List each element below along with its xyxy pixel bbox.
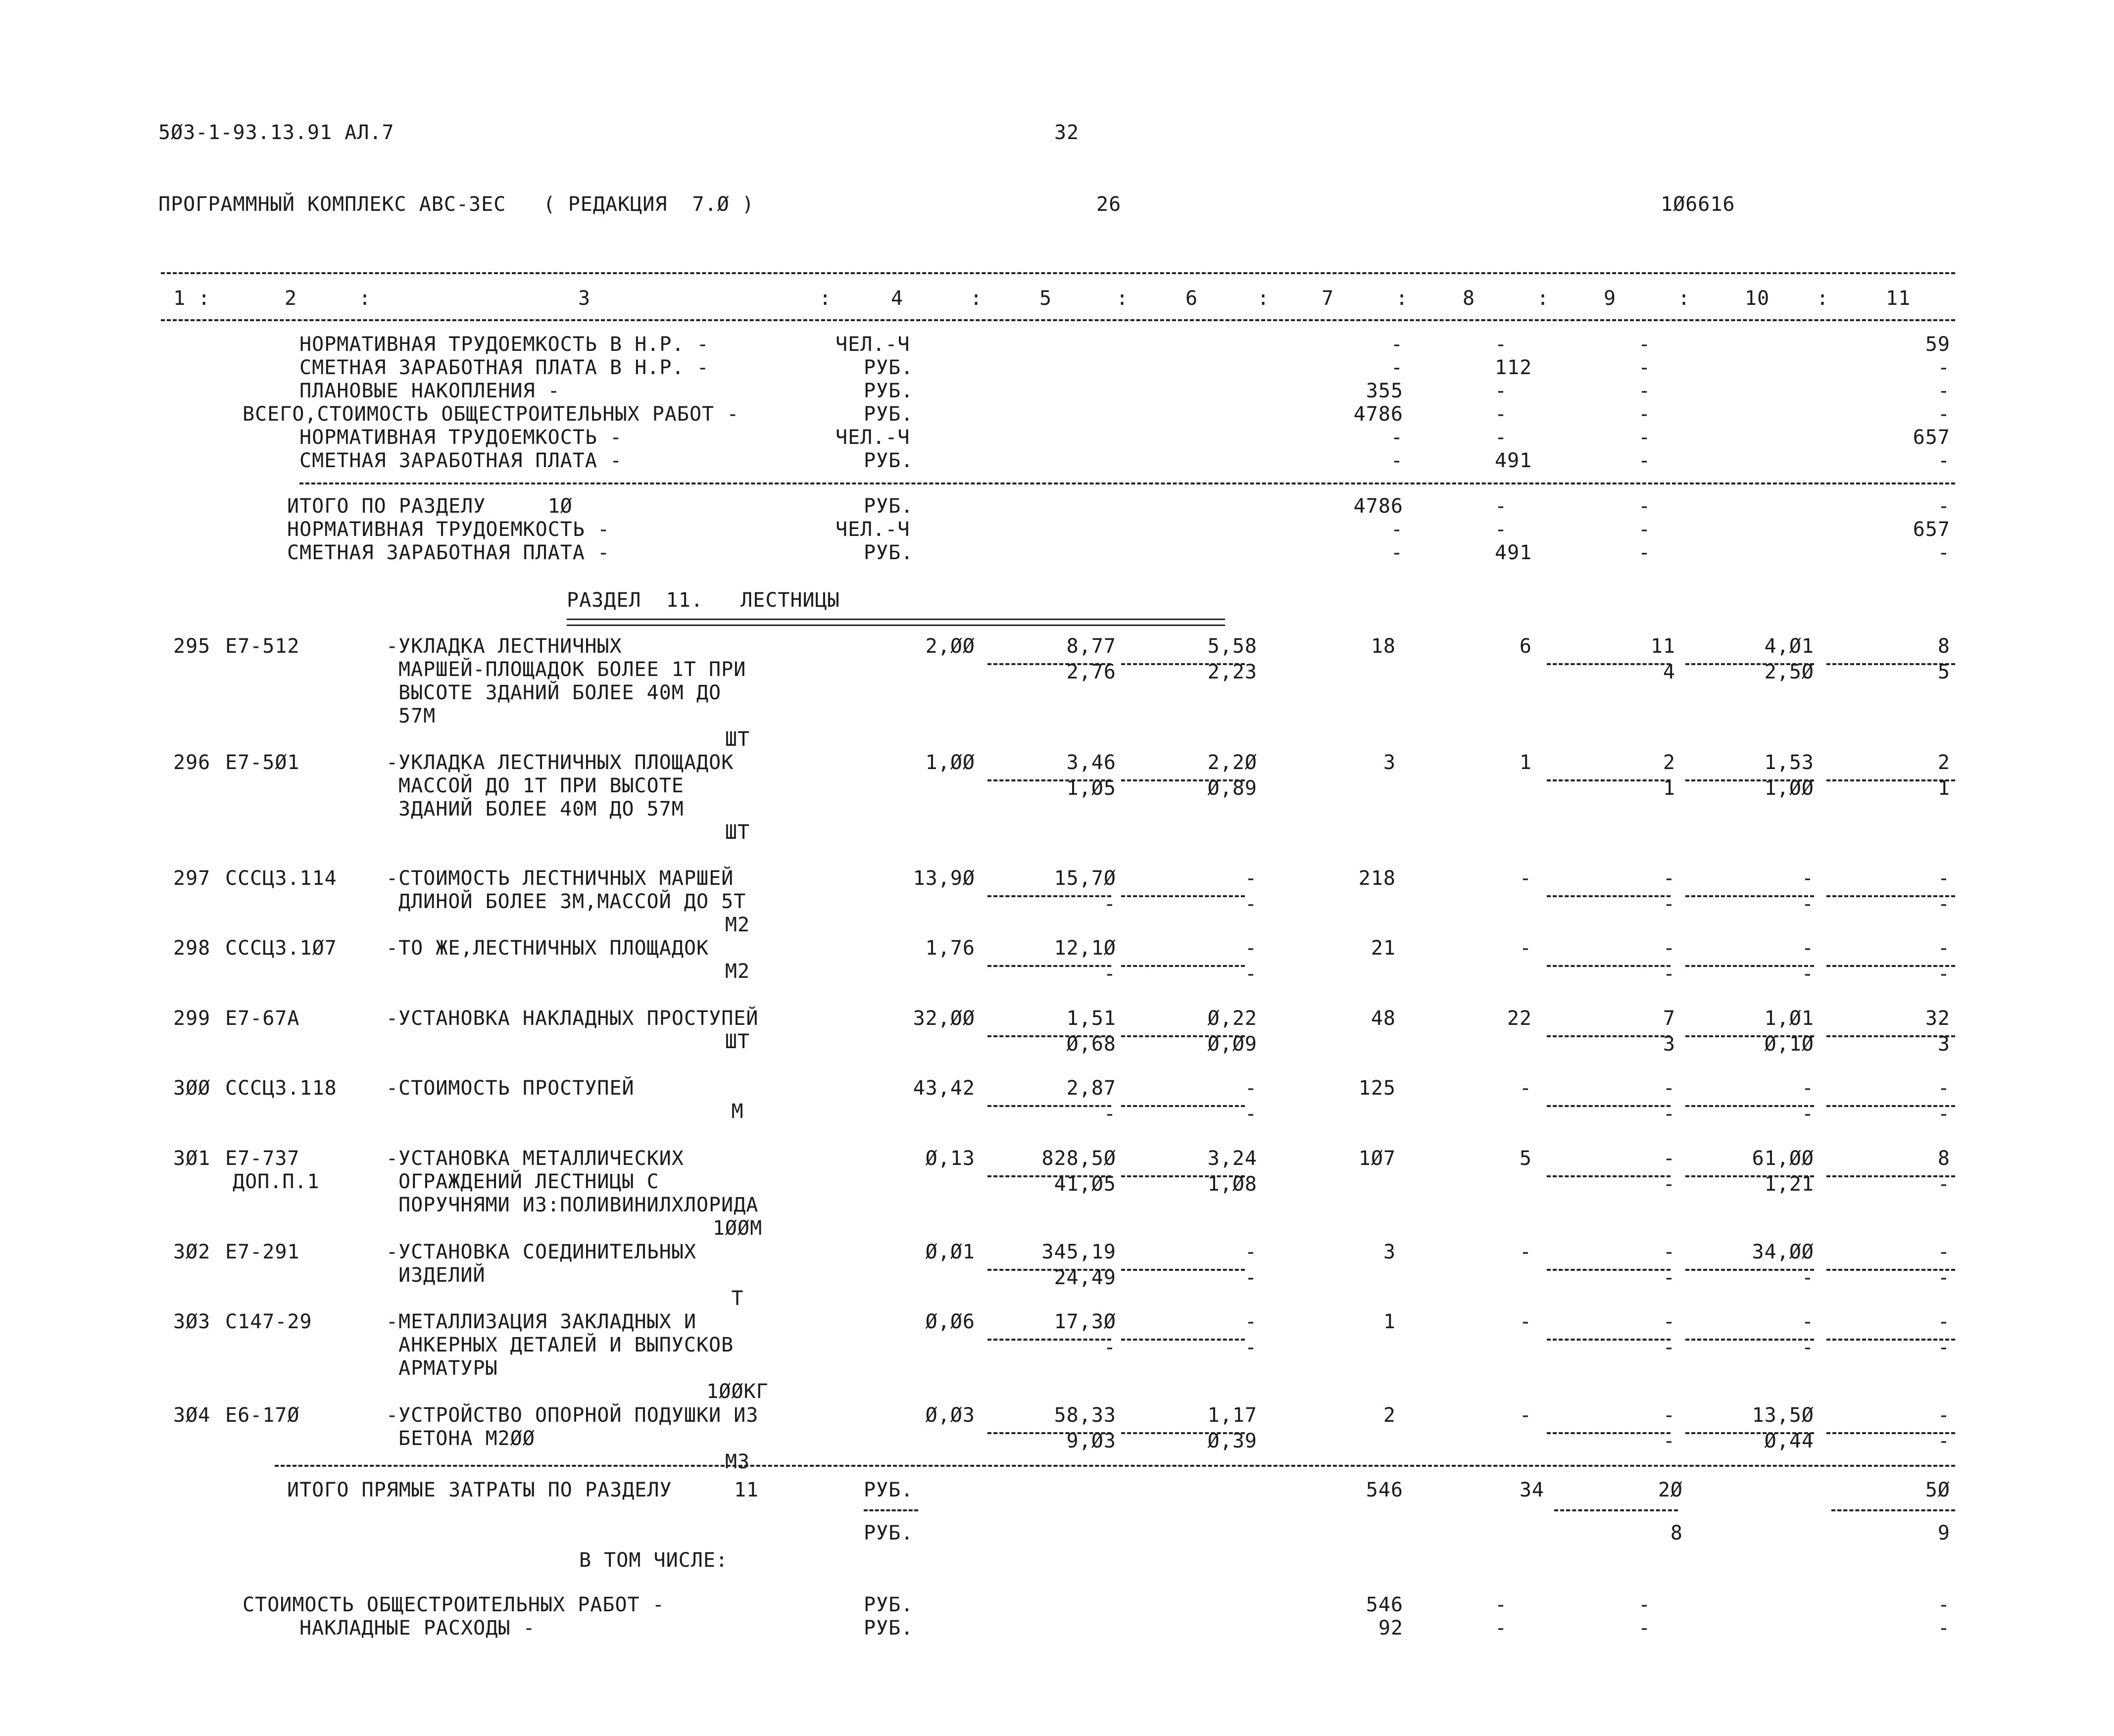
footer-line-c8: - [1495, 1617, 1508, 1640]
row-labor-unit-sub: 1,21 [1764, 1173, 1814, 1196]
total-c8: - [1495, 518, 1508, 541]
footer-total-c9b: 8 [1670, 1522, 1683, 1544]
row-machine-cost-sub: - [1663, 1266, 1675, 1289]
row-description: -МЕТАЛЛИЗАЦИЯ ЗАКЛАДНЫХ И [386, 1310, 697, 1333]
row-number: 295 [173, 635, 211, 658]
row-description: ДЛИНОЙ БОЛЕЕ 3М,МАССОЙ ДО 5Т [398, 890, 746, 913]
summary-label: СМЕТНАЯ ЗАРАБОТНАЯ ПЛАТА - [299, 449, 623, 472]
row-labor-total: - [1937, 937, 1950, 960]
row-labor-unit-sub: - [1801, 1336, 1814, 1359]
total-c8: 491 [1495, 541, 1532, 564]
row-description: МАССОЙ ДО 1Т ПРИ ВЫСОТЕ [398, 774, 684, 797]
row-description: -УСТАНОВКА СОЕДИНИТЕЛЬНЫХ [386, 1241, 697, 1263]
row-labor-total-sub: 5 [1937, 661, 1950, 683]
total-c9: - [1638, 495, 1651, 518]
col-10-label: 10 [1745, 287, 1770, 310]
summary-c7: - [1390, 333, 1403, 356]
summary-c7: - [1390, 449, 1403, 472]
footer-total-c9a: 2Ø [1658, 1479, 1683, 1501]
row-unit-wage: 2,2Ø [1207, 751, 1257, 774]
row-unit-price-sub: - [1103, 963, 1116, 985]
footer-line-c11: - [1937, 1617, 1950, 1640]
footer-line-c9: - [1638, 1593, 1651, 1616]
row-unit: М [731, 1100, 744, 1123]
summary-unit: РУБ. [864, 380, 914, 402]
row-unit-wage-sub: - [1244, 1103, 1257, 1125]
total-c11: - [1937, 495, 1950, 518]
row-unit-price-sub: 24,49 [1054, 1266, 1116, 1289]
row-number: 297 [173, 867, 211, 890]
total-c7: 4786 [1353, 495, 1403, 518]
summary-unit: РУБ. [864, 403, 914, 426]
row-unit-wage: 1,17 [1207, 1404, 1257, 1427]
col-sep: : [1678, 287, 1691, 310]
row-total-wage: 1 [1519, 751, 1532, 774]
row-total-wage: 22 [1507, 1007, 1532, 1030]
row-unit-price-sub: 9,Ø3 [1066, 1430, 1116, 1452]
row-labor-total: 32 [1925, 1007, 1950, 1030]
row-description: -ТО ЖЕ,ЛЕСТНИЧНЫХ ПЛОЩАДОК [386, 937, 709, 960]
row-machine-cost-sub: 1 [1663, 777, 1675, 800]
row-quantity: 43,42 [913, 1077, 975, 1100]
row-description: МАРШЕЙ-ПЛОЩАДОК БОЛЕЕ 1Т ПРИ [398, 658, 746, 681]
row-number: 3Ø3 [173, 1310, 211, 1333]
row-labor-total: 8 [1937, 635, 1950, 658]
row-unit-price-sub: - [1103, 1336, 1116, 1359]
row-quantity: 2,ØØ [925, 635, 975, 658]
row-unit-price: 2,87 [1066, 1077, 1116, 1100]
row-labor-unit: 61,ØØ [1752, 1147, 1814, 1170]
row-unit: 1ØØКГ [706, 1380, 769, 1403]
row-machine-cost-sub: - [1663, 893, 1675, 916]
col-sep: : [1257, 287, 1270, 310]
total-label: ИТОГО ПО РАЗДЕЛУ 1Ø [287, 495, 573, 518]
total-unit: РУБ. [864, 541, 914, 564]
summary-c11: 59 [1925, 333, 1950, 356]
row-total-cost: 3 [1383, 1241, 1396, 1263]
row-code: Е7-291 [225, 1241, 300, 1263]
row-description: ИЗДЕЛИЙ [398, 1264, 486, 1287]
row-unit-wage: - [1244, 1310, 1257, 1333]
row-description: АРМАТУРЫ [398, 1357, 498, 1380]
row-total-cost: 3 [1383, 751, 1396, 774]
row-unit-wage: 5,58 [1207, 635, 1257, 658]
row-unit-wage: - [1244, 1077, 1257, 1100]
row-unit-price-sub: 1,Ø5 [1066, 777, 1116, 800]
row-total-wage: - [1519, 867, 1532, 890]
footer-total-unit2: РУБ. [864, 1522, 914, 1544]
sheet-number: 26 [1096, 193, 1122, 216]
total-c9: - [1638, 541, 1651, 564]
summary-c7: - [1390, 356, 1403, 379]
footer-line-c9: - [1638, 1617, 1651, 1640]
row-description: -СТОИМОСТЬ ПРОСТУПЕЙ [386, 1077, 635, 1100]
summary-label: ВСЕГО,СТОИМОСТЬ ОБЩЕСТРОИТЕЛЬНЫХ РАБОТ - [243, 403, 739, 426]
row-description: ОГРАЖДЕНИЙ ЛЕСТНИЦЫ С [398, 1170, 659, 1193]
row-description: -СТОИМОСТЬ ЛЕСТНИЧНЫХ МАРШЕЙ [386, 867, 734, 890]
row-labor-total: - [1937, 867, 1950, 890]
row-labor-unit-sub: - [1801, 1266, 1814, 1289]
footer-line-unit: РУБ. [864, 1617, 914, 1640]
col-7-label: 7 [1322, 287, 1334, 310]
row-quantity: Ø,Ø3 [925, 1404, 975, 1427]
row-labor-unit-sub: - [1801, 893, 1814, 916]
footer-total-unit: РУБ. [864, 1479, 914, 1501]
row-description: ПОРУЧНЯМИ ИЗ:ПОЛИВИНИЛХЛОРИДА [398, 1194, 759, 1216]
row-machine-cost: 11 [1650, 635, 1675, 658]
row-unit: М2 [725, 960, 750, 983]
total-unit: ЧЕЛ.-Ч [836, 518, 910, 541]
row-number: 3Ø2 [173, 1241, 211, 1263]
col-sep: : [1817, 287, 1829, 310]
row-labor-total: - [1937, 1241, 1950, 1263]
row-quantity: 32,ØØ [913, 1007, 975, 1030]
row-total-wage: - [1519, 1404, 1532, 1427]
row-machine-cost: - [1663, 1077, 1675, 1100]
total-c9: - [1638, 518, 1651, 541]
summary-c8: 112 [1495, 356, 1532, 379]
row-total-wage: - [1519, 1077, 1532, 1100]
row-unit-price: 828,5Ø [1041, 1147, 1116, 1170]
summary-label: НОРМАТИВНАЯ ТРУДОЕМКОСТЬ - [299, 426, 623, 449]
row-machine-cost-sub: 4 [1663, 661, 1675, 683]
row-quantity: Ø,13 [925, 1147, 975, 1170]
row-labor-unit-sub: Ø,1Ø [1764, 1033, 1814, 1056]
col-2-label: 2 [285, 287, 297, 310]
total-c8: - [1495, 495, 1508, 518]
row-machine-cost-sub: - [1663, 1430, 1675, 1452]
program-title: ПРОГРАММНЫЙ КОМПЛЕКС АВС-3ЕС ( РЕДАКЦИЯ 7.Ø ) [158, 193, 754, 216]
row-code: СССЦ3.114 [225, 867, 337, 890]
summary-c11: - [1937, 403, 1950, 426]
row-labor-unit-sub: 2,5Ø [1764, 661, 1814, 683]
footer-line-label: НАКЛАДНЫЕ РАСХОДЫ - [299, 1617, 536, 1640]
summary-c8: - [1495, 333, 1508, 356]
row-unit: ШТ [725, 728, 750, 751]
row-labor-unit: 13,5Ø [1752, 1404, 1814, 1427]
col-sep: : [819, 287, 832, 310]
row-unit: М2 [725, 914, 750, 936]
total-label: НОРМАТИВНАЯ ТРУДОЕМКОСТЬ - [287, 518, 610, 541]
summary-rule [299, 482, 1955, 484]
row-unit-wage-sub: - [1244, 893, 1257, 916]
row-unit-wage: - [1244, 867, 1257, 890]
col-sep: : [970, 287, 983, 310]
row-quantity: Ø,Ø1 [925, 1241, 975, 1263]
row-total-wage: 5 [1519, 1147, 1532, 1170]
summary-c8: - [1495, 426, 1508, 449]
summary-label: НОРМАТИВНАЯ ТРУДОЕМКОСТЬ В Н.Р. - [299, 333, 709, 356]
col-sep: : [1396, 287, 1409, 310]
col-1-label: 1 : [173, 287, 211, 310]
footer-total-c11b: 9 [1937, 1522, 1950, 1544]
summary-c8: - [1495, 380, 1508, 402]
col-sep: : [1116, 287, 1129, 310]
row-unit: М3 [725, 1450, 750, 1473]
total-c11: 657 [1913, 518, 1950, 541]
row-quantity: 1,ØØ [925, 751, 975, 774]
row-labor-unit: 4,Ø1 [1764, 635, 1814, 658]
row-labor-total-sub: 3 [1937, 1033, 1950, 1056]
summary-c11: - [1937, 449, 1950, 472]
summary-label: СМЕТНАЯ ЗАРАБОТНАЯ ПЛАТА В Н.Р. - [299, 356, 709, 379]
row-total-wage: - [1519, 937, 1532, 960]
col-6-label: 6 [1185, 287, 1198, 310]
summary-c9: - [1638, 356, 1651, 379]
summary-c11: - [1937, 380, 1950, 402]
row-labor-unit-sub: 1,ØØ [1764, 777, 1814, 800]
total-c11: - [1937, 541, 1950, 564]
col-8-label: 8 [1463, 287, 1475, 310]
col-sep: : [1537, 287, 1550, 310]
row-number: 3ØØ [173, 1077, 211, 1100]
row-number: 3Ø4 [173, 1404, 211, 1427]
row-unit-wage-sub: 1,Ø8 [1207, 1173, 1257, 1196]
row-description: ВЫСОТЕ ЗДАНИЙ БОЛЕЕ 40М ДО [398, 681, 722, 704]
summary-c9: - [1638, 380, 1651, 402]
row-labor-total-sub: - [1937, 1173, 1950, 1196]
row-labor-total-sub: - [1937, 1103, 1950, 1125]
header-rule-bottom [161, 319, 1955, 321]
row-code: Е7-737 [225, 1147, 300, 1170]
row-code: СССЦ3.118 [225, 1077, 337, 1100]
row-description: АНКЕРНЫХ ДЕТАЛЕЙ И ВЫПУСКОВ [398, 1334, 734, 1356]
summary-c8: - [1495, 403, 1508, 426]
header-rule-top [161, 272, 1955, 274]
row-code-sub: ДОП.П.1 [233, 1170, 320, 1193]
section-title-underline [567, 625, 1225, 626]
row-unit-wage-sub: Ø,39 [1207, 1430, 1257, 1452]
row-labor-total-sub: - [1937, 1430, 1950, 1452]
row-unit: ШТ [725, 821, 750, 844]
col-5-label: 5 [1039, 287, 1052, 310]
summary-label: ПЛАНОВЫЕ НАКОПЛЕНИЯ - [299, 380, 560, 402]
footer-line-c7: 546 [1366, 1593, 1403, 1616]
row-labor-unit-sub: Ø,44 [1764, 1430, 1814, 1452]
row-total-cost: 2 [1383, 1404, 1396, 1427]
row-machine-cost: 2 [1663, 751, 1675, 774]
summary-c7: 4786 [1353, 403, 1403, 426]
row-labor-unit: 1,53 [1764, 751, 1814, 774]
row-machine-cost: - [1663, 867, 1675, 890]
row-labor-total: - [1937, 1310, 1950, 1333]
row-unit-price: 17,3Ø [1054, 1310, 1116, 1333]
summary-unit: ЧЕЛ.-Ч [836, 426, 910, 449]
row-machine-cost: 7 [1663, 1007, 1675, 1030]
row-number: 3Ø1 [173, 1147, 211, 1170]
row-machine-cost-sub: 3 [1663, 1033, 1675, 1056]
row-number: 298 [173, 937, 211, 960]
row-unit-price: 15,7Ø [1054, 867, 1116, 890]
row-quantity: 1,76 [925, 937, 975, 960]
row-total-wage: - [1519, 1310, 1532, 1333]
row-unit-price-sub: 41,Ø5 [1054, 1173, 1116, 1196]
row-total-wage: - [1519, 1241, 1532, 1263]
row-unit-wage-sub: - [1244, 963, 1257, 985]
row-quantity: Ø,Ø6 [925, 1310, 975, 1333]
row-labor-total: - [1937, 1077, 1950, 1100]
row-unit-price: 8,77 [1066, 635, 1116, 658]
row-total-cost: 125 [1358, 1077, 1396, 1100]
row-description: -УКЛАДКА ЛЕСТНИЧНЫХ ПЛОЩАДОК [386, 751, 734, 774]
footer-including-label: В ТОМ ЧИСЛЕ: [579, 1549, 728, 1572]
summary-c9: - [1638, 333, 1651, 356]
col-sep: : [359, 287, 372, 310]
code-number: 1Ø6616 [1661, 193, 1735, 216]
row-labor-total: 8 [1937, 1147, 1950, 1170]
row-labor-unit: 34,ØØ [1752, 1241, 1814, 1263]
footer-total-c8: 34 [1519, 1479, 1544, 1501]
row-total-cost: 48 [1371, 1007, 1396, 1030]
row-labor-total-sub: - [1937, 893, 1950, 916]
footer-line-c11: - [1937, 1593, 1950, 1616]
summary-c9: - [1638, 449, 1651, 472]
row-machine-cost-sub: - [1663, 1336, 1675, 1359]
row-number: 299 [173, 1007, 211, 1030]
row-unit-wage-sub: 2,23 [1207, 661, 1257, 683]
row-unit-wage: - [1244, 1241, 1257, 1263]
doc-code: 5Ø3-1-93.13.91 АЛ.7 [158, 121, 394, 144]
row-labor-total: 2 [1937, 751, 1950, 774]
row-description: БЕТОНА М2ØØ [398, 1427, 535, 1450]
row-unit-wage-sub: - [1244, 1336, 1257, 1359]
row-labor-unit-sub: - [1801, 963, 1814, 985]
section-title: РАЗДЕЛ 11. ЛЕСТНИЦЫ [567, 589, 840, 612]
row-labor-unit: - [1801, 937, 1814, 960]
row-unit-price: 12,1Ø [1054, 937, 1116, 960]
footer-c9-rule [1554, 1509, 1678, 1511]
row-code: Е7-5Ø1 [225, 751, 300, 774]
row-machine-cost: - [1663, 1310, 1675, 1333]
summary-unit: РУБ. [864, 449, 914, 472]
row-unit: 1ØØМ [712, 1217, 763, 1240]
row-machine-cost-sub: - [1663, 963, 1675, 985]
row-labor-total-sub: 1 [1937, 777, 1950, 800]
row-quantity: 13,9Ø [913, 867, 975, 890]
footer-total-c11a: 5Ø [1925, 1479, 1950, 1501]
footer-c11-rule [1831, 1509, 1955, 1511]
row-total-cost: 218 [1358, 867, 1396, 890]
row-description: ЗДАНИЙ БОЛЕЕ 40М ДО 57М [398, 798, 684, 820]
row-description: -УСТАНОВКА НАКЛАДНЫХ ПРОСТУПЕЙ [386, 1007, 759, 1030]
row-number: 296 [173, 751, 211, 774]
row-code: С147-29 [225, 1310, 312, 1333]
row-labor-total-sub: - [1937, 1266, 1950, 1289]
row-unit-wage-sub: Ø,89 [1207, 777, 1257, 800]
col-4-label: 4 [891, 287, 904, 310]
page-number: 32 [1054, 121, 1080, 144]
total-c7: - [1390, 518, 1403, 541]
row-total-wage: 6 [1519, 635, 1532, 658]
row-unit-price-sub: 2,76 [1066, 661, 1116, 683]
summary-c11: 657 [1913, 426, 1950, 449]
row-labor-total-sub: - [1937, 963, 1950, 985]
row-unit-wage-sub: - [1244, 1266, 1257, 1289]
footer-line-label: СТОИМОСТЬ ОБЩЕСТРОИТЕЛЬНЫХ РАБОТ - [243, 1593, 665, 1616]
row-description: 57М [398, 705, 436, 727]
row-labor-unit: - [1801, 1077, 1814, 1100]
summary-c9: - [1638, 426, 1651, 449]
row-unit-price: 58,33 [1054, 1404, 1116, 1427]
row-machine-cost: - [1663, 1241, 1675, 1263]
row-labor-unit-sub: - [1801, 1103, 1814, 1125]
row-description: -УСТАНОВКА МЕТАЛЛИЧЕСКИХ [386, 1147, 684, 1170]
row-machine-cost: - [1663, 1147, 1675, 1170]
summary-c9: - [1638, 403, 1651, 426]
row-code: СССЦ3.1Ø7 [225, 937, 337, 960]
row-total-cost: 18 [1371, 635, 1396, 658]
row-unit-wage: 3,24 [1207, 1147, 1257, 1170]
row-labor-total-sub: - [1937, 1336, 1950, 1359]
summary-c11: - [1937, 356, 1950, 379]
row-description: -УКЛАДКА ЛЕСТНИЧНЫХ [386, 635, 622, 658]
row-code: Е7-67А [225, 1007, 300, 1030]
row-unit: Т [731, 1287, 744, 1310]
section-title-underline [567, 619, 1225, 620]
row-code: Е6-17Ø [225, 1404, 300, 1427]
total-label: СМЕТНАЯ ЗАРАБОТНАЯ ПЛАТА - [287, 541, 610, 564]
row-unit-price: 3,46 [1066, 751, 1116, 774]
row-total-cost: 1 [1383, 1310, 1396, 1333]
summary-c7: 355 [1366, 380, 1403, 402]
row-unit-wage: Ø,22 [1207, 1007, 1257, 1030]
footer-unit-rule [864, 1509, 918, 1511]
row-machine-cost: - [1663, 1404, 1675, 1427]
row-total-cost: 21 [1371, 937, 1396, 960]
total-unit: РУБ. [864, 495, 914, 518]
footer-line-unit: РУБ. [864, 1593, 914, 1616]
row-description: -УСТРОЙСТВО ОПОРНОЙ ПОДУШКИ ИЗ [386, 1404, 759, 1427]
row-labor-unit: - [1801, 1310, 1814, 1333]
row-unit-wage-sub: Ø,Ø9 [1207, 1033, 1257, 1056]
footer-total-label: ИТОГО ПРЯМЫЕ ЗАТРАТЫ ПО РАЗДЕЛУ 11 [287, 1479, 759, 1501]
footer-rule [275, 1465, 1955, 1467]
row-labor-unit: - [1801, 867, 1814, 890]
footer-line-c7: 92 [1378, 1617, 1403, 1640]
row-code: Е7-512 [225, 635, 300, 658]
row-unit-price-sub: - [1103, 893, 1116, 916]
summary-unit: ЧЕЛ.-Ч [836, 333, 910, 356]
row-labor-total: - [1937, 1404, 1950, 1427]
col-3-label: 3 [578, 287, 591, 310]
row-labor-unit: 1,Ø1 [1764, 1007, 1814, 1030]
summary-unit: РУБ. [864, 356, 914, 379]
summary-c7: - [1390, 426, 1403, 449]
row-machine-cost-sub: - [1663, 1103, 1675, 1125]
row-machine-cost: - [1663, 937, 1675, 960]
footer-line-c8: - [1495, 1593, 1508, 1616]
row-unit-price: 1,51 [1066, 1007, 1116, 1030]
footer-total-c7: 546 [1366, 1479, 1403, 1501]
row-unit: ШТ [725, 1030, 750, 1053]
col-9-label: 9 [1604, 287, 1617, 310]
row-unit-price-sub: - [1103, 1103, 1116, 1125]
summary-c8: 491 [1495, 449, 1532, 472]
row-unit-price-sub: Ø,68 [1066, 1033, 1116, 1056]
row-total-cost: 1Ø7 [1358, 1147, 1396, 1170]
row-machine-cost-sub: - [1663, 1173, 1675, 1196]
col-11-label: 11 [1886, 287, 1911, 310]
row-unit-wage: - [1244, 937, 1257, 960]
row-unit-price: 345,19 [1041, 1241, 1116, 1263]
total-c7: - [1390, 541, 1403, 564]
